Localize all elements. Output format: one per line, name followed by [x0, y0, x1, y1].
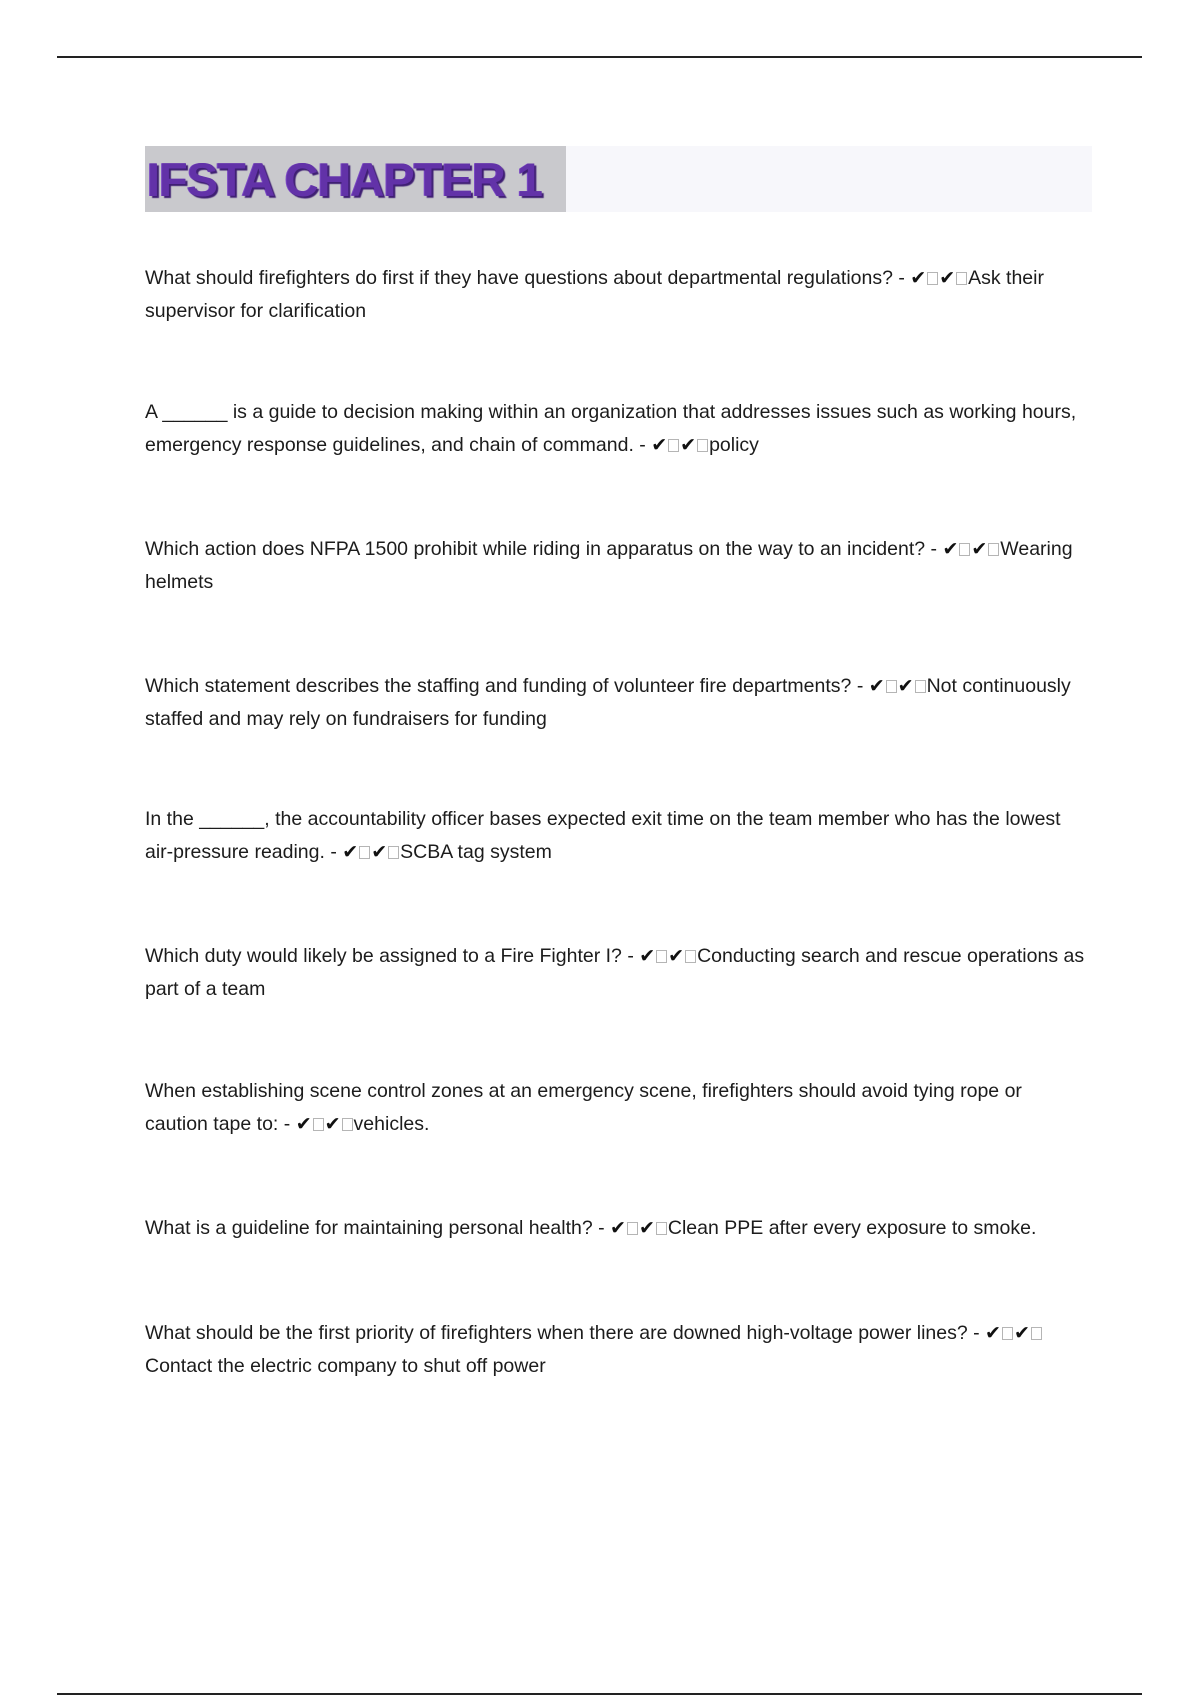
qa-item — [145, 262, 1090, 328]
check-icon: ✔ — [610, 1217, 626, 1239]
check-icon: ✔ — [639, 945, 656, 967]
box-icon — [927, 272, 938, 285]
box-icon — [656, 950, 667, 963]
answer-separator: - ✔ ✔ — [598, 1217, 668, 1239]
qa-item — [145, 670, 1090, 736]
answer-text: Conducting search and rescue operations as part of a team — [145, 945, 1085, 1000]
check-icon: ✔ — [668, 945, 685, 967]
check-icon: ✔ — [910, 267, 927, 289]
qa-item — [145, 1075, 1090, 1141]
check-icon: ✔ — [324, 1113, 341, 1135]
box-icon — [685, 950, 696, 963]
check-icon: ✔ — [295, 1113, 312, 1135]
check-icon: ✔ — [897, 675, 914, 697]
check-icon: ✔ — [868, 675, 885, 697]
question-text: In the ______, the accountability officer bases expected exit time on the team member who has the lowest air-pressure reading. — [145, 808, 1061, 863]
answer-text: Clean PPE after every exposure to smoke. — [667, 1217, 1037, 1239]
top-rule — [57, 56, 1142, 58]
bottom-rule — [57, 1693, 1142, 1695]
box-icon — [988, 543, 999, 556]
box-icon — [359, 846, 370, 859]
answer-separator: - ✔ ✔ — [857, 675, 927, 697]
qa-item — [145, 803, 1090, 869]
box-icon — [1031, 1327, 1042, 1340]
qa-item — [145, 1212, 1090, 1245]
box-icon — [959, 543, 970, 556]
box-icon — [886, 680, 897, 693]
answer-separator: - ✔ ✔ — [284, 1113, 354, 1135]
check-icon: ✔ — [371, 841, 388, 863]
question-text: What should firefighters do first if they have questions about departmental regulations? — [145, 267, 893, 289]
qa-item — [145, 533, 1090, 599]
answer-separator: - ✔ ✔ — [973, 1322, 1043, 1344]
box-icon — [342, 1118, 353, 1131]
box-icon — [388, 846, 399, 859]
question-text: What is a guideline for maintaining personal health? — [145, 1217, 593, 1239]
question-text: What should be the first priority of firefighters when there are downed high-voltage power lines? — [145, 1322, 968, 1344]
check-icon: ✔ — [680, 434, 697, 456]
answer-text: vehicles. — [353, 1113, 430, 1135]
check-icon: ✔ — [971, 538, 988, 560]
box-icon — [697, 439, 708, 452]
box-icon — [1002, 1327, 1013, 1340]
answer-text: Wearing helmets — [145, 538, 1073, 593]
check-icon: ✔ — [651, 434, 668, 456]
check-icon: ✔ — [939, 267, 956, 289]
answer-separator: - ✔ ✔ — [898, 267, 968, 289]
page-title: IFSTA CHAPTER 1 — [147, 152, 542, 206]
check-icon: ✔ — [942, 538, 959, 560]
answer-separator: - ✔ ✔ — [639, 434, 709, 456]
box-icon — [656, 1222, 667, 1235]
answer-separator: - ✔ ✔ — [330, 841, 400, 863]
box-icon — [668, 439, 679, 452]
check-icon: ✔ — [342, 841, 359, 863]
answer-text: policy — [709, 434, 759, 456]
check-icon: ✔ — [638, 1217, 655, 1239]
box-icon — [956, 272, 967, 285]
answer-text: Contact the electric company to shut off power — [145, 1355, 546, 1377]
answer-separator: - ✔ ✔ — [931, 538, 1001, 560]
question-text: A ______ is a guide to decision making within an organization that addresses issues such as working hours, emergency response guidelines, and chain of command. — [145, 401, 1077, 456]
question-text: When establishing scene control zones at an emergency scene, firefighters should avoid tying rope or caution tape to: — [145, 1080, 1022, 1135]
box-icon — [313, 1118, 324, 1131]
answer-separator: - ✔ ✔ — [627, 945, 697, 967]
answer-text: SCBA tag system — [400, 841, 552, 863]
box-icon — [915, 680, 926, 693]
qa-item — [145, 940, 1090, 1006]
question-text: Which duty would likely be assigned to a Fire Fighter I? — [145, 945, 622, 967]
answer-text: Ask their supervisor for clarification — [145, 267, 1044, 322]
question-text: Which statement describes the staffing and funding of volunteer fire departments? — [145, 675, 852, 697]
qa-item — [145, 396, 1090, 462]
check-icon: ✔ — [1013, 1322, 1030, 1344]
qa-item — [145, 1317, 1090, 1383]
answer-text: Not continuously staffed and may rely on fundraisers for funding — [145, 675, 1071, 730]
title-box — [145, 146, 566, 212]
check-icon: ✔ — [985, 1322, 1001, 1344]
question-text: Which action does NFPA 1500 prohibit while riding in apparatus on the way to an incident? — [145, 538, 926, 560]
box-icon — [627, 1222, 638, 1235]
